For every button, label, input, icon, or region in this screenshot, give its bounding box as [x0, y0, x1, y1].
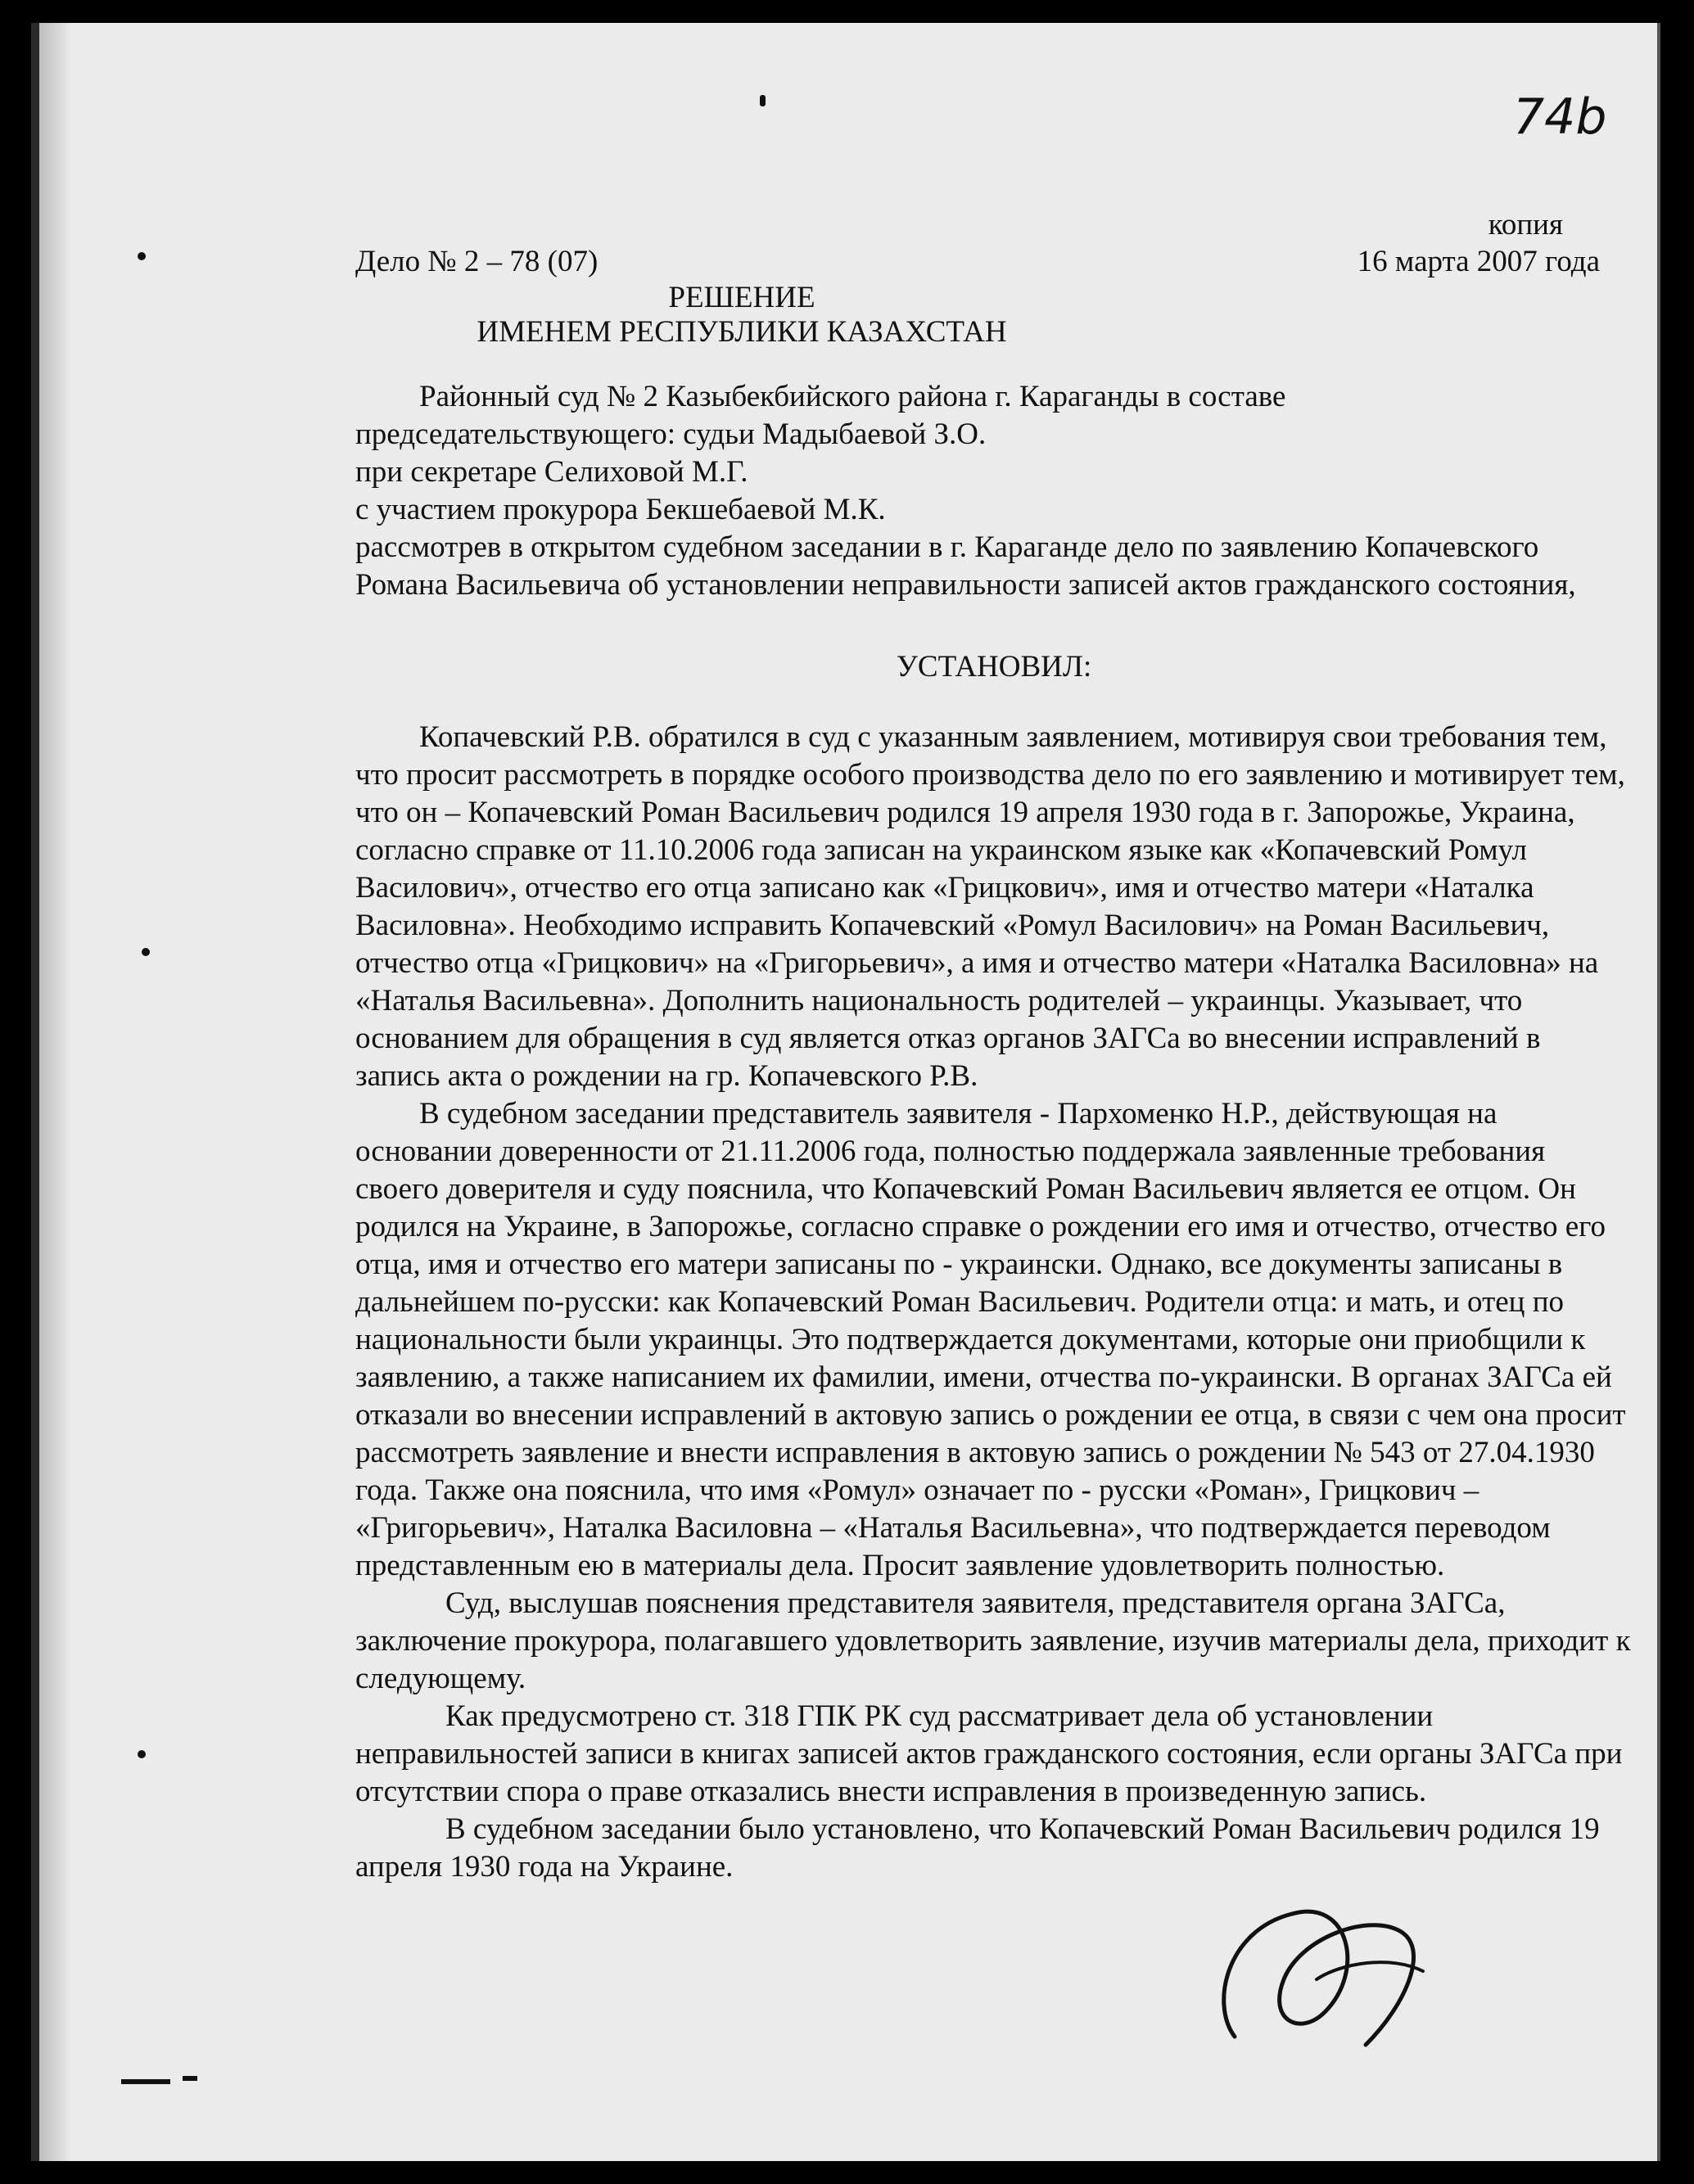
- ink-speck-mark: [760, 95, 766, 106]
- document-title: РЕШЕНИЕ: [668, 281, 815, 314]
- document-body: [355, 378, 1633, 1886]
- intro-line: при секретаре Селиховой М.Г.: [355, 455, 748, 489]
- body-paragraph: Как предусмотрено ст. 318 ГПК РК суд рассматривает дела об установлении неправильностей записи в книгах записей актов гражданского состояния, если органы ЗАГСа при отсутствии спора о праве отказались внести исправления в произведенную запись.: [355, 1699, 1623, 1808]
- handwritten-page-number: 74b: [1513, 88, 1607, 146]
- punch-hole-mark: [142, 948, 150, 956]
- document-page: [31, 23, 1660, 2161]
- punch-hole-mark: [138, 252, 146, 260]
- document-date: 16 марта 2007 года: [1357, 245, 1600, 278]
- margin-mark: [183, 2076, 197, 2081]
- body-paragraph: Копачевский Р.В. обратился в суд с указанным заявлением, мотивируя свои требования тем, что просит рассмотреть в порядке особого производства дело по его заявлению и мотивирует тем, что он – Копачевский Роман Васильевич родился 19 апреля 1930 года в г. Запорожье, Украина, согласно справке от 11.10.2006 года записан на украинском языке как «Копачевский Ромул Василович», отчество его отца записано как «Грицкович», имя и отчество матери «Наталка Василовна». Необходимо исправить Копачевский «Ромул Василович» на Роман Васильевич, отчество отца «Грицкович» на «Григорьевич», а имя и отчество матери «Наталка Василовна» на «Наталья Васильевна». Дополнить национальность родителей – украинцы. Указывает, что основанием для обращения в суд является отказ органов ЗАГСа во внесении исправлений в запись акта о рождении на гр. Копачевского Р.В.: [355, 720, 1625, 1093]
- case-number: Дело № 2 – 78 (07): [355, 245, 599, 278]
- body-paragraph: В судебном заседании представитель заявителя - Пархоменко Н.Р., действующая на основании доверенности от 21.11.2006 года, полностью поддержала заявленные требования своего доверителя и суду пояснила, что Копачевский Роман Васильевич является ее отцом. Он родился на Украине, в Запорожье, согласно справке о рождении его имя и отчество, отчество его отца, имя и отчество его матери записаны по - украински. Однако, все документы записаны в дальнейшем по-русски: как Копачевский Роман Васильевич. Родители отца: и мать, и отец по национальности были украинцы. Это подтверждается документами, которые они приобщили к заявлению, а также написанием их фамилии, имени, отчества по-украински. В органах ЗАГСа ей отказали во внесении исправлений в актовую запись о рождении ее отца, в связи с чем она просит рассмотреть заявление и внести исправления в актовую запись о рождении № 543 от 27.04.1930 года. Также она пояснила, что имя «Ромул» означает по - русски «Роман», Грицкович – «Григорьевич», Наталка Василовна – «Наталья Васильевна», что подтверждается переводом представленным ею в материалы дела. Просит заявление удовлетворить полностью.: [355, 1097, 1626, 1582]
- document-subtitle: ИМЕНЕМ РЕСПУБЛИКИ КАЗАХСТАН: [477, 315, 1007, 349]
- handwritten-signature: [1202, 1881, 1448, 2069]
- intro-line: председательствующего: судьи Мадыбаевой З.О.: [355, 417, 987, 451]
- body-paragraph: Суд, выслушав пояснения представителя заявителя, представителя органа ЗАГСа, заключение прокурора, полагавшего удовлетворить заявление, изучив материалы дела, приходит к следующему.: [355, 1586, 1631, 1695]
- intro-line: Районный суд № 2 Казыбекбийского района г. Караганды в составе: [419, 380, 1286, 413]
- section-heading: УСТАНОВИЛ:: [896, 650, 1092, 684]
- punch-hole-mark: [138, 1750, 146, 1758]
- intro-line: с участием прокурора Бекшебаевой М.К.: [355, 493, 886, 526]
- body-paragraph: В судебном заседании было установлено, что Копачевский Роман Васильевич родился 19 апреля 1930 года на Украине.: [355, 1812, 1600, 1884]
- margin-mark: [121, 2079, 170, 2084]
- intro-paragraph: рассмотрев в открытом судебном заседании в г. Караганде дело по заявлению Копачевского Романа Васильевича об установлении неправильности записей актов гражданского состояния,: [355, 530, 1576, 602]
- copy-label: копия: [1488, 208, 1563, 241]
